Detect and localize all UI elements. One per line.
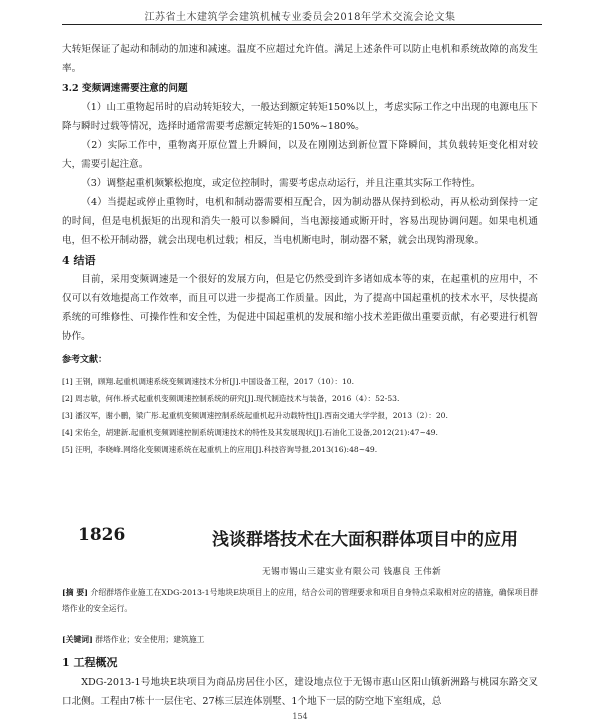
- reference-item: [3] 潘汉军，谢小鹏，梁广彤.起重机变频调速控制系统起重机起升动载特性[J].西南交通大学学报，2013（2）：20.: [62, 411, 448, 420]
- references-block: [62, 352, 538, 458]
- reference-item: [2] 周志敏，何伟.桥式起重机变频调速控制系统的研究[J].现代制造技术与装备，2016（4）：52-53.: [62, 394, 400, 403]
- abstract-label: [摘 要]: [62, 588, 88, 597]
- abstract-block: [62, 585, 538, 617]
- section-1-paragraph: [62, 673, 538, 711]
- running-head: 江苏省土木建筑学会建筑机械专业委员会2018年学术交流会论文集: [144, 12, 456, 23]
- article-number: 1826: [78, 525, 126, 545]
- item-3-paragraph: （3）调整起重机频繁松抱度，或定位控制时，需要考虑点动运行，并且注重其实际工作特性。: [81, 178, 481, 189]
- references-title: 参考文献：: [62, 355, 108, 365]
- keywords-text: 群塔作业；安全使用；建筑施工: [95, 635, 205, 644]
- header-rule: [62, 24, 542, 25]
- reference-item: [4] 宋佑全，胡建新.起重机变频调速控制系统调速技术的特性及其发展现状[J].石油化工设备,2012(21):47~49.: [62, 428, 438, 437]
- article-authors: 无锡市锡山三建实业有限公司 钱惠良 王伟新: [262, 567, 442, 577]
- abstract-text: 介绍群塔作业施工在XDG-2013-1号地块E块项目上的应用，结合公司的管理要求和项目自身特点采取相对应的措施，确保项目群塔作业的安全运行。: [62, 588, 539, 613]
- article-title-row: [62, 525, 538, 551]
- continuation-paragraph: 大转矩保证了起动和制动的加速和减速。温度不应超过允许值。满足上述条件可以防止电机和系统故障的高发生率。: [62, 44, 538, 74]
- page-number: 154: [292, 712, 308, 721]
- reference-item: [5] 汪明，李晓峰.网络化变频调速系统在起重机上的应用[J].科技咨询导报,2013(16):48~49.: [62, 445, 378, 454]
- reference-item: [1] 王钢，顾翔.起重机调速系统变频调速技术分析[J].中国设备工程，2017（10）：10.: [62, 377, 355, 386]
- upper-body: [62, 40, 538, 346]
- section-heading-1: 1 工程概况: [62, 656, 118, 669]
- item-4-paragraph: （4）当提起或停止重物时，电机和制动器需要相互配合，因为制动器从保持到松动，再从松动到保持一定的时间，但是电机振矩的出现和消失一般可以参瞬间，当电源接通或断开时，容易出现协调问题。如果电机通电，但不松开制动器，就会出现电机过载；相反，当电机断电时，制动器不紧，就会出现钩滑现象。: [62, 197, 538, 246]
- conclusion-paragraph: 目前，采用变频调速是一个很好的发展方向，但是它仍然受到许多诸如成本等的束，在起重机的应用中，不仅可以有效地提高工作效率，而且可以进一步提高工作质量。因此，为了提高中国起重机的技术水平，尽快提高系统的可维修性、可操作性和安全性，为促进中国起重机的发展和缩小技术差距做出重要贡献，有必要进行机智协作。: [62, 274, 538, 342]
- keywords-block: [62, 634, 538, 645]
- section-heading-3-2: 3.2 变频调速需要注意的问题: [62, 83, 188, 94]
- project-overview-text: XDG-2013-1号地块E块项目为商品房居住小区，建设地点位于无锡市惠山区阳山镇新洲路与桃园东路交叉口北侧。工程由7栋十一层住宅、27栋三层连体别墅、1个地下一层的防空地下室组成，总: [62, 677, 538, 707]
- keywords-label: [关键词]: [62, 635, 93, 644]
- item-1-paragraph: （1）山工重物起吊时的启动转矩较大，一般达到额定转矩150%以上，考虑实际工作之中出现的电源电压下降与瞬时过载等情况，选择时通常需要考虑额定转矩的150%~180%。: [62, 102, 538, 132]
- article-title: 浅谈群塔技术在大面积群体项目中的应用: [212, 530, 518, 550]
- section-heading-4: 4 结语: [62, 254, 96, 267]
- item-2-paragraph: （2）实际工作中，重物离开原位置上升瞬间，以及在刚刚达到新位置下降瞬间，其负载转矩变化相对较大，需要引起注意。: [62, 140, 538, 170]
